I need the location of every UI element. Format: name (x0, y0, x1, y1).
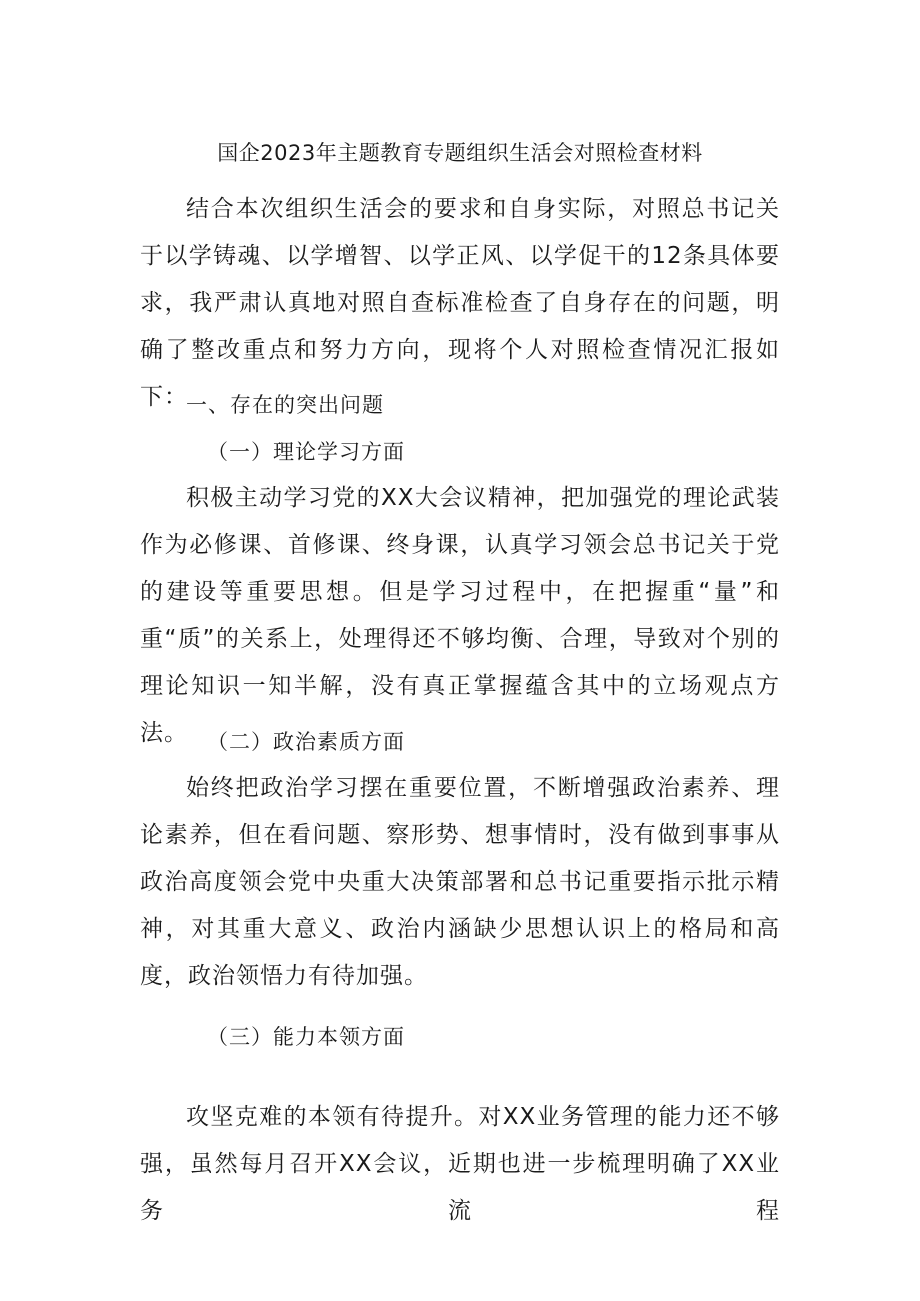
subsection-heading-theory: （一）理论学习方面 (207, 440, 405, 464)
document-title: 国企2023年主题教育专题组织生活会对照检查材料 (217, 141, 703, 165)
subsection-heading-political: （二）政治素质方面 (207, 730, 405, 754)
subsection-heading-ability: （三）能力本领方面 (207, 1025, 405, 1049)
section-heading: 一、存在的突出问题 (186, 393, 384, 417)
theory-paragraph: 积极主动学习党的XX大会议精神，把加强党的理论武装作为必修课、首修课、终身课，认真学习领会总书记关于党的建设等重要思想。但是学习过程中，在把握重“量”和重“质”的关系上，处理得还不够均衡、合理，导致对个别的理论知识一知半解，没有真正掌握蕴含其中的立场观点方法。 (140, 485, 780, 746)
ability-paragraph: 攻坚克难的本领有待提升。对XX业务管理的能力还不够强，虽然每月召开XX会议，近期也进一步梳理明确了XX业务流程 (140, 1104, 780, 1224)
political-paragraph: 始终把政治学习摆在重要位置，不断增强政治素养、理论素养，但在看问题、察形势、想事情时，没有做到事事从政治高度领会党中央重大决策部署和总书记重要指示批示精神，对其重大意义、政治内涵缺少思想认识上的格局和高度，政治领悟力有待加强。 (140, 775, 780, 989)
intro-paragraph: 结合本次组织生活会的要求和自身实际，对照总书记关于以学铸魂、以学增智、以学正风、以学促干的12条具体要求，我严肃认真地对照自查标准检查了自身存在的问题，明确了整改重点和努力方向，现将个人对照检查情况汇报如下： (140, 196, 780, 410)
